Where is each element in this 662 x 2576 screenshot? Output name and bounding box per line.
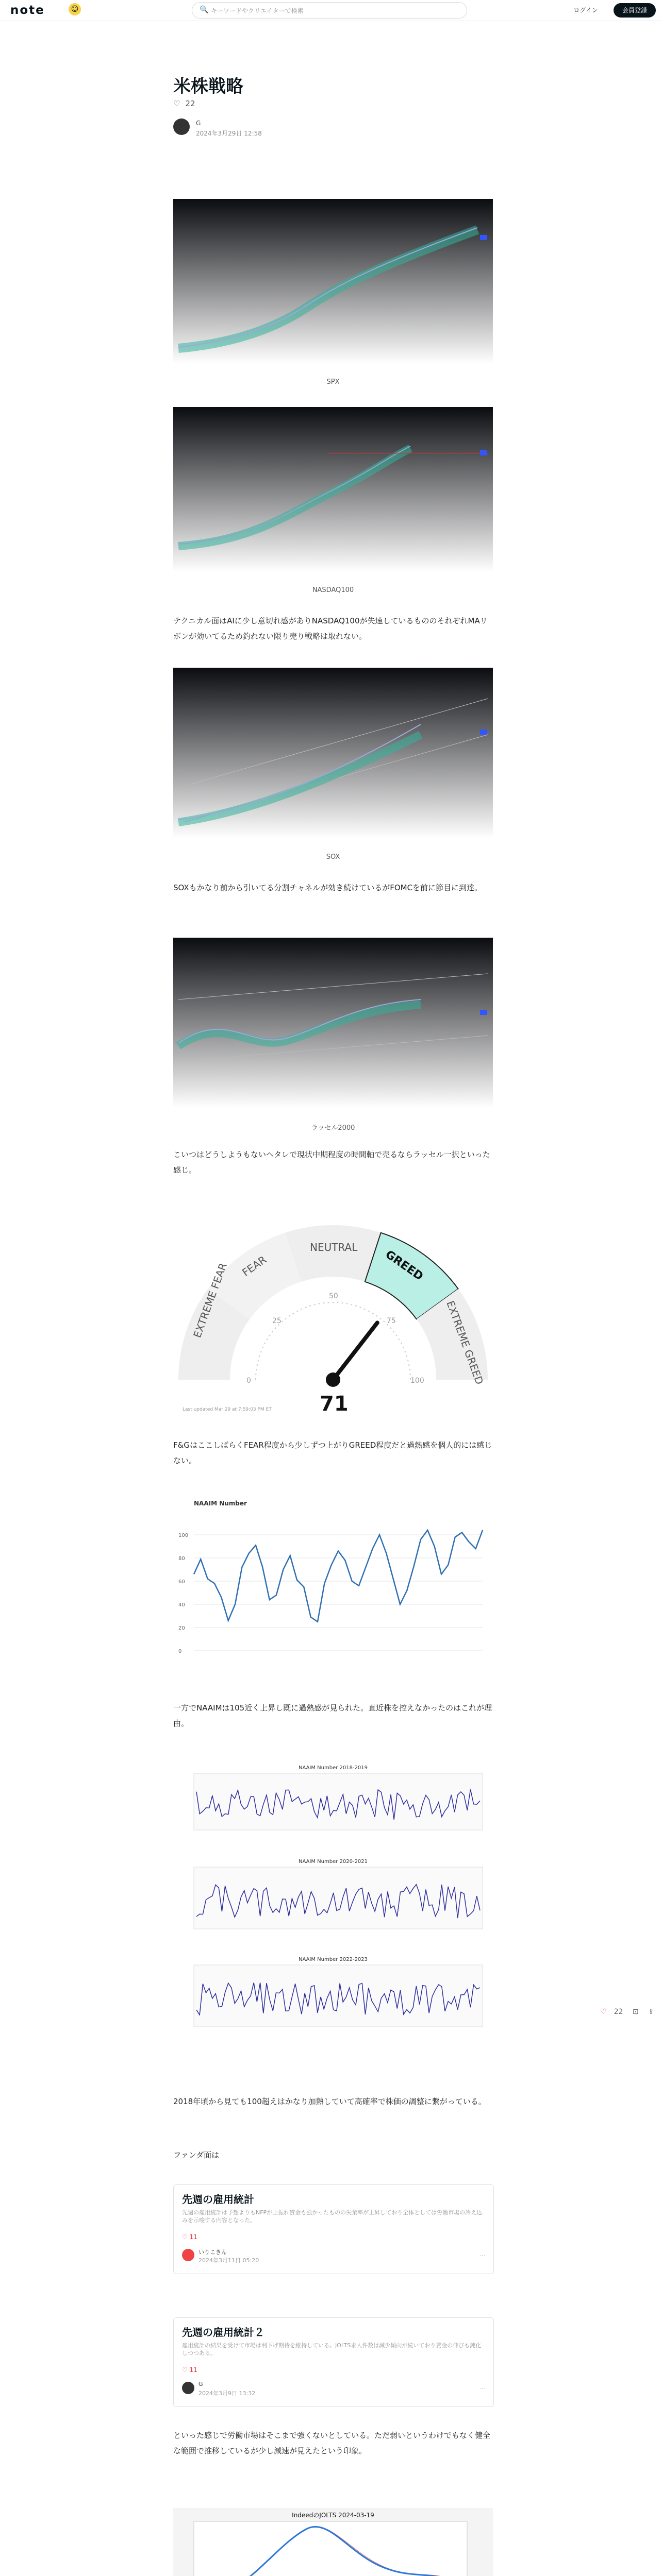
indeed-chart <box>173 2508 493 2576</box>
panel-title: NAAIM Number 2018-2019 <box>298 1765 368 1771</box>
author-name[interactable]: G <box>196 120 201 127</box>
chart-title: IndeedのJOLTS 2024-03-19 <box>292 2512 374 2519</box>
y-tick-label: 0 <box>178 1649 182 1654</box>
gauge-label: EXTREME GREED <box>444 1299 486 1386</box>
paragraph: こいつはどうしようもないヘタレで現状中期程度の時間軸で売るならラッセル一択といった感じ。 <box>173 1150 490 1175</box>
share-icon[interactable]: ⇪ <box>648 2008 654 2016</box>
login-button[interactable]: ログイン <box>573 7 598 14</box>
y-tick-label: 80 <box>178 1556 185 1562</box>
logo-badge-icon: ☺ <box>69 3 81 15</box>
search-icon: 🔍 <box>200 6 209 14</box>
gauge-tick: 75 <box>387 1317 396 1325</box>
chart-caption: NASDAQ100 <box>312 586 354 594</box>
gauge-tick: 50 <box>329 1292 338 1300</box>
card-date: 2024年3月11日 05:20 <box>198 2257 259 2264</box>
like-count-value: 22 <box>185 99 195 108</box>
gauge-tick: 100 <box>410 1377 424 1385</box>
embed-card[interactable] <box>173 2317 494 2407</box>
site-header <box>0 0 662 21</box>
avatar[interactable] <box>173 118 190 135</box>
nasdaq-chart <box>173 407 493 572</box>
like-count[interactable] <box>173 99 195 108</box>
post-date: 2024年3月29日 12:58 <box>196 130 262 137</box>
gauge-label-active: GREED <box>383 1248 426 1283</box>
more-icon: ⋯ <box>479 2252 485 2259</box>
gauge-label: EXTREME FEAR <box>191 1261 229 1340</box>
gauge-value: 71 <box>320 1392 349 1416</box>
sox-chart <box>173 668 493 838</box>
chart-title: NAAIM Number <box>194 1500 247 1507</box>
card-like-count: 11 <box>189 2233 197 2241</box>
panel-title: NAAIM Number 2022-2023 <box>298 1957 368 1962</box>
avatar <box>182 2382 194 2394</box>
paragraph: テクニカル面はAIに少し意切れ感がありNASDAQ100が失速しているもののそれぞれMAリボンが効いてるため釣れない限り売り戦略は取れない。 <box>173 616 488 641</box>
chart-caption: SOX <box>326 853 340 861</box>
naaim-panel-1 <box>173 1761 493 1843</box>
note-logo[interactable]: note <box>10 4 45 17</box>
spx-chart <box>173 199 493 364</box>
card-like: ♡ 11 <box>182 2233 197 2241</box>
gauge-tick: 25 <box>272 1317 282 1325</box>
y-tick-label: 60 <box>178 1579 185 1585</box>
search-input[interactable] <box>192 2 467 19</box>
search-placeholder: キーワードやクリエイターで検索 <box>211 7 304 14</box>
paragraph: F&GはここしばらくFEAR程度から少しずつ上がりGREED程度だと過熱感を個人的には感じない。 <box>173 1440 492 1465</box>
y-tick-label: 20 <box>178 1625 185 1631</box>
paragraph: 2018年頃から見ても100超えはかなり加熱していて高確率で株価の調整に繋がっている。 <box>173 2097 486 2106</box>
article-title: 米株戦略 <box>173 76 243 97</box>
signup-button[interactable]: 会員登録 <box>614 3 656 18</box>
paragraph: ファンダ面は <box>173 2150 220 2160</box>
naaim-panel-3 <box>173 1953 493 2040</box>
chart-caption: ラッセル2000 <box>311 1124 355 1132</box>
more-icon: ⋯ <box>479 2385 485 2392</box>
card-title: 先週の雇用統計２ <box>182 2326 264 2338</box>
y-tick-label: 40 <box>178 1602 185 1608</box>
paragraph: といった感じで労働市場はそこまで強くないとしている。ただ弱いというわけでもなく健全な範囲で推移しているが少し減速が見えたという印象。 <box>173 2431 491 2455</box>
bookmark-icon[interactable]: ⊡ <box>632 2008 639 2016</box>
naaim-chart <box>173 1496 493 1666</box>
paragraph: SOXもかなり前から引いてる分割チャネルが効き続けているがFOMCを前に節目に到達。 <box>173 883 483 892</box>
chart-caption: SPX <box>326 378 340 386</box>
card-title: 先週の雇用統計 <box>182 2193 254 2206</box>
panel-title: NAAIM Number 2020-2021 <box>298 1859 368 1865</box>
card-desc: 雇用統計の結果を受けて市場は利下げ期待を維持している。JOLTS求人件数は減少傾向が続いており賃金の伸びも鈍化しつつある。 <box>182 2342 482 2357</box>
gauge-label: FEAR <box>240 1253 269 1279</box>
russell-chart <box>173 938 493 1108</box>
card-author: いりこきん <box>198 2249 227 2256</box>
naaim-panel-2 <box>173 1855 493 1942</box>
avatar <box>182 2249 194 2261</box>
card-author: G <box>198 2381 203 2387</box>
side-like-count: 22 <box>614 2008 623 2016</box>
heart-icon[interactable]: ♡ <box>600 2008 607 2016</box>
side-actions <box>600 2008 661 2016</box>
gauge-footer: Last updated Mar 29 at 7:59:03 PM ET <box>183 1407 272 1412</box>
gauge-tick: 0 <box>246 1377 251 1385</box>
card-date: 2024年3月9日 13:32 <box>198 2390 256 2397</box>
fear-greed-gauge <box>173 1205 493 1416</box>
y-tick-label: 100 <box>178 1533 189 1538</box>
card-like-count: 11 <box>189 2366 197 2374</box>
card-like: ♡ 11 <box>182 2366 197 2374</box>
gauge-label: NEUTRAL <box>310 1241 358 1253</box>
heart-icon: ♡ <box>173 99 180 108</box>
card-desc: 先週の雇用統計は予想よりもNFPが上振れ賃金も強かったものの失業率が上昇しており全体としては労働市場の冷え込みを示唆する内容となった。 <box>182 2209 483 2224</box>
paragraph: 一方でNAAIMは105近く上昇し既に過熱感が見られた。直近株を控えなかったのはこれが理由。 <box>173 1703 492 1728</box>
embed-card[interactable] <box>173 2184 494 2274</box>
